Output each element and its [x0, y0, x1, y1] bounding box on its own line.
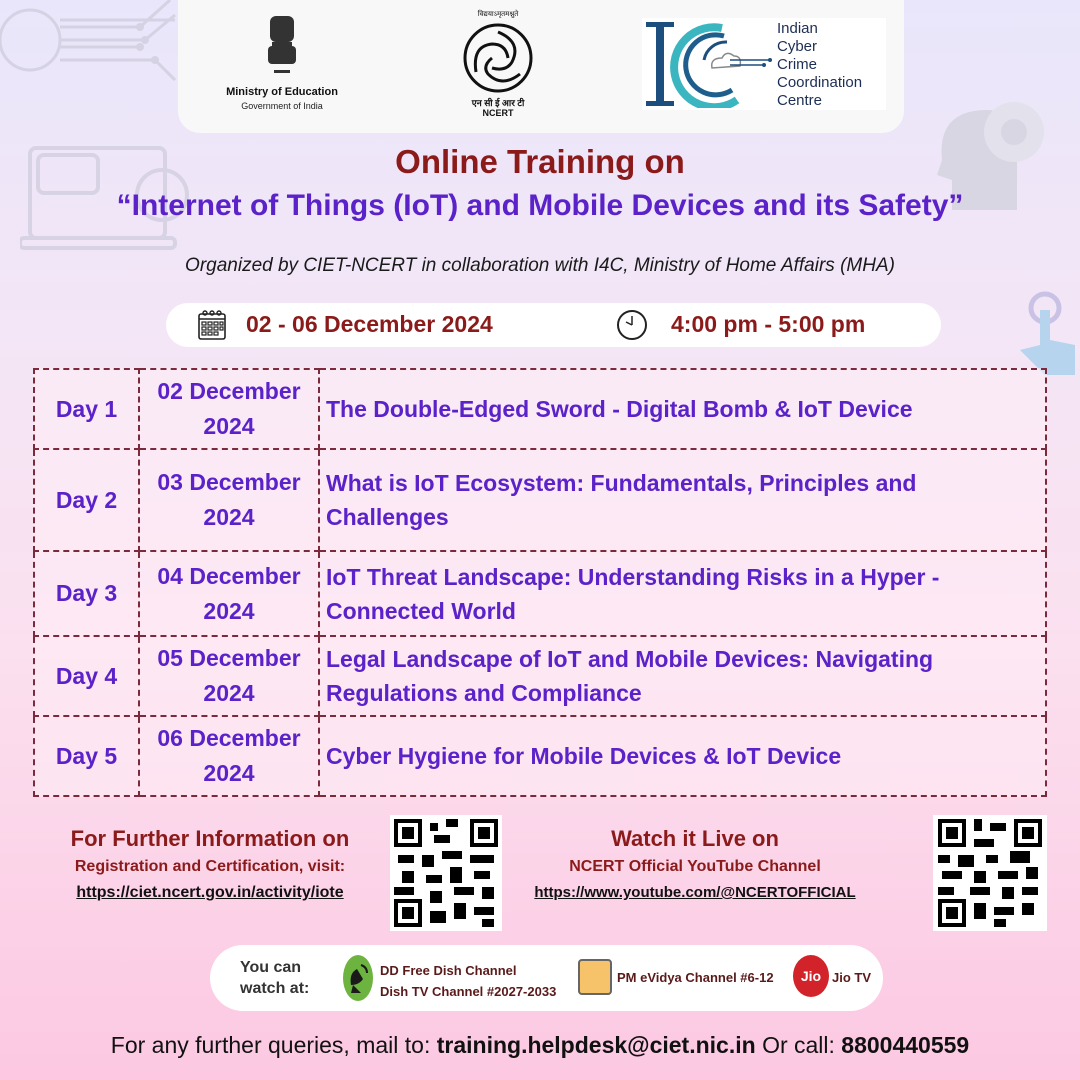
calendar-icon — [196, 309, 228, 341]
dd-free-dish-icon — [343, 955, 373, 1001]
touch-finger-icon — [1015, 290, 1080, 375]
qr-code-icon — [937, 819, 1043, 927]
table-row — [34, 449, 1046, 551]
day-topic: Cyber Hygiene for Mobile Devices & IoT Device — [319, 716, 1046, 796]
watch-channels-bar — [210, 945, 883, 1011]
registration-qr-code[interactable] — [390, 815, 502, 931]
ncert-motto: विद्ययाऽमृतमश्नुते — [477, 11, 519, 18]
day-topic: What is IoT Ecosystem: Fundamentals, Principles and Challenges — [319, 449, 1046, 551]
page-title: Online Training on — [395, 143, 685, 180]
event-time: 4:00 pm - 5:00 pm — [671, 311, 866, 337]
ncert-swan-emblem-icon — [462, 22, 534, 94]
ministry-name: Ministry of Education — [226, 86, 338, 98]
event-dates: 02 - 06 December 2024 — [246, 311, 493, 337]
day-date: 04 December 2024 — [139, 551, 319, 636]
date-time-bar — [166, 303, 941, 347]
helpdesk-phone[interactable]: 8800440559 — [841, 1032, 970, 1058]
day-topic: IoT Threat Landscape: Understanding Risks in a Hyper - Connected World — [319, 551, 1046, 636]
footer-call-label: Or call: — [762, 1032, 835, 1058]
ashoka-emblem-icon — [260, 12, 304, 78]
i4c-emblem-icon — [642, 20, 777, 108]
ncert-hindi-name: एन सी ई आर टी — [471, 98, 525, 108]
table-row — [34, 369, 1046, 449]
day-label: Day 2 — [34, 449, 139, 551]
registration-subheading: Registration and Certification, visit: — [74, 858, 346, 875]
day-label: Day 4 — [34, 636, 139, 716]
pm-evidya-icon — [578, 959, 612, 995]
registration-info — [30, 826, 390, 902]
i4c-name: Indian Cyber Crime Coordination Centre — [777, 20, 863, 109]
day-label: Day 1 — [34, 369, 139, 449]
day-date: 03 December 2024 — [139, 449, 319, 551]
table-row — [34, 716, 1046, 796]
network-circuit-icon — [0, 0, 180, 90]
registration-link[interactable]: https://ciet.ncert.gov.in/activity/iote — [76, 884, 344, 901]
government-of-india: Government of India — [241, 101, 323, 111]
registration-heading: For Further Information on — [70, 826, 350, 851]
dd-free-dish-text: DD Free Dish Channel Dish TV Channel #2027-2033 — [380, 963, 557, 999]
schedule-table — [33, 368, 1047, 797]
clock-icon — [616, 309, 648, 341]
day-label: Day 5 — [34, 716, 139, 796]
day-label: Day 3 — [34, 551, 139, 636]
training-topic-title: “Internet of Things (IoT) and Mobile Devices and its Safety” — [116, 189, 964, 222]
table-row — [34, 636, 1046, 716]
organizer-line: Organized by CIET-NCERT in collaboration with I4C, Ministry of Home Affairs (MHA) — [185, 255, 895, 276]
qr-code-icon — [394, 819, 498, 927]
youtube-link[interactable]: https://www.youtube.com/@NCERTOFFICIAL — [534, 884, 856, 901]
jio-icon: Jio — [793, 955, 829, 997]
jio-tv-text: Jio TV — [832, 970, 872, 985]
i4c-logo — [642, 18, 886, 110]
youtube-qr-code[interactable] — [933, 815, 1047, 931]
watch-label: You can watch at: — [240, 959, 310, 997]
table-row — [34, 551, 1046, 636]
day-topic: Legal Landscape of IoT and Mobile Devices: Navigating Regulations and Compliance — [319, 636, 1046, 716]
pm-evidya-text: PM eVidya Channel #6-12 — [617, 970, 774, 985]
contact-footer — [0, 1032, 1080, 1059]
day-date: 02 December 2024 — [139, 369, 319, 449]
helpdesk-email[interactable]: training.helpdesk@ciet.nic.in — [436, 1032, 756, 1058]
logo-header — [178, 0, 904, 133]
ministry-of-education-logo — [178, 0, 386, 133]
ncert-logo — [458, 10, 538, 122]
live-subheading: NCERT Official YouTube Channel — [569, 858, 821, 875]
day-date: 05 December 2024 — [139, 636, 319, 716]
footer-prefix: For any further queries, mail to: — [110, 1032, 431, 1058]
live-heading: Watch it Live on — [611, 826, 779, 851]
day-topic: The Double-Edged Sword - Digital Bomb & IoT Device — [319, 369, 1046, 449]
ncert-english-name: NCERT — [482, 108, 514, 118]
day-date: 06 December 2024 — [139, 716, 319, 796]
live-stream-info — [520, 826, 870, 901]
